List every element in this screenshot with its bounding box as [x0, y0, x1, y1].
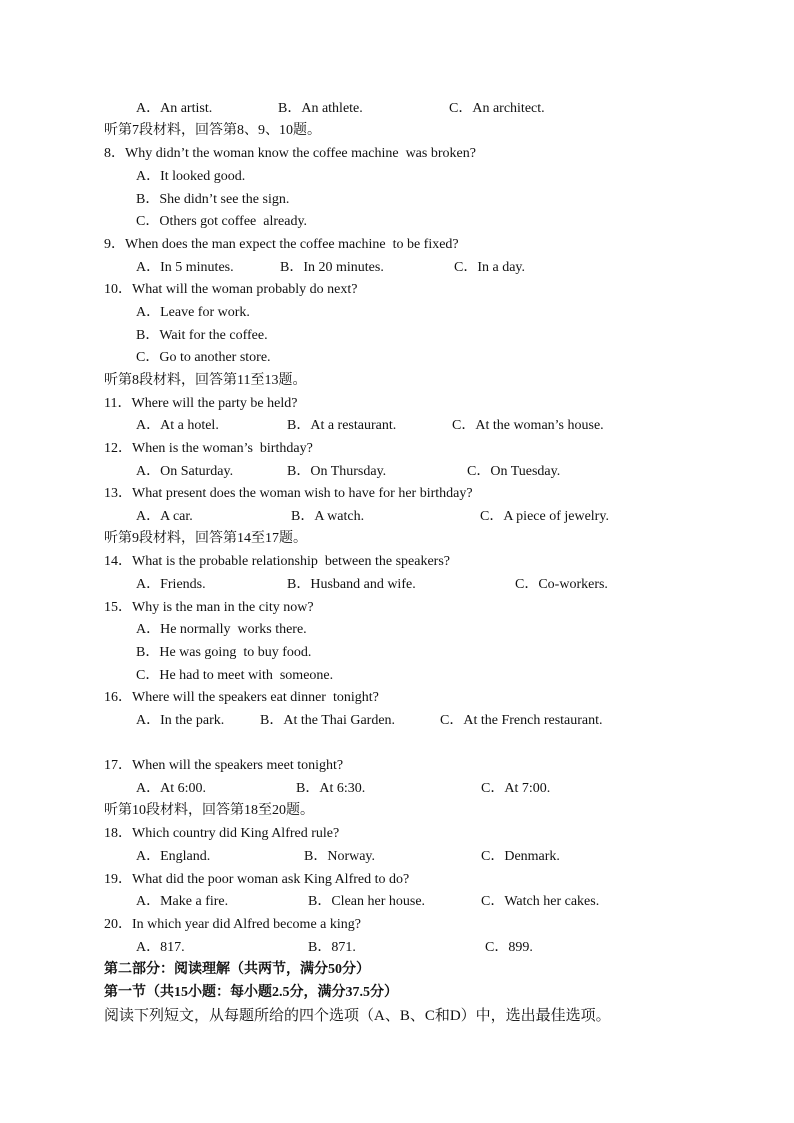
q18-option-a: A．England.: [136, 849, 211, 864]
q19-option-a: A．Make a fire.: [136, 894, 229, 909]
question-13: 13．What present does the woman wish to have for her birthday?: [104, 486, 473, 501]
q12-option-b: B．On Thursday.: [287, 464, 387, 479]
q18-option-c: C．Denmark.: [481, 849, 560, 864]
q14-option-a: A．Friends.: [136, 577, 206, 592]
q12-option-c: C．On Tuesday.: [467, 464, 561, 479]
q7-option-a: A．An artist.: [136, 101, 213, 116]
question-14: 14．What is the probable relationship between the speakers?: [104, 554, 450, 569]
q12-option-a: A．On Saturday.: [136, 464, 234, 479]
question-15: 15．Why is the man in the city now?: [104, 600, 314, 615]
section-header-7: 听第7段材料，回答第8、9、10题。: [104, 123, 321, 138]
reading-instructions: 阅读下列短文，从每题所给的四个选项（A、B、C和D）中，选出最佳选项。: [104, 1008, 611, 1024]
q17-option-a: A．At 6:00.: [136, 781, 206, 796]
section-one-heading: 第一节（共15小题：每小题2.5分，满分37.5分）: [104, 985, 398, 1000]
q19-option-b: B．Clean her house.: [308, 894, 426, 909]
q15-option-a: A．He normally works there.: [136, 622, 307, 637]
q7-option-c: C．An architect.: [449, 101, 545, 116]
q10-option-c: C．Go to another store.: [136, 350, 271, 365]
q10-option-a: A．Leave for work.: [136, 305, 250, 320]
q15-option-c: C．He had to meet with someone.: [136, 668, 334, 683]
q10-option-b: B．Wait for the coffee.: [136, 328, 268, 343]
q15-option-b: B．He was going to buy food.: [136, 645, 312, 660]
q17-option-b: B．At 6:30.: [296, 781, 366, 796]
q11-option-c: C．At the woman’s house.: [452, 418, 604, 433]
question-18: 18．Which country did King Alfred rule?: [104, 826, 340, 841]
section-header-9: 听第9段材料，回答第14至17题。: [104, 531, 307, 546]
q13-option-c: C．A piece of jewelry.: [480, 509, 609, 524]
question-19: 19．What did the poor woman ask King Alfred to do?: [104, 872, 410, 887]
q16-option-a: A．In the park.: [136, 713, 225, 728]
q8-option-b: B．She didn’t see the sign.: [136, 192, 290, 207]
q8-option-a: A．It looked good.: [136, 169, 246, 184]
q20-option-c: C．899.: [485, 940, 533, 955]
question-9: 9．When does the man expect the coffee machine to be fixed?: [104, 237, 459, 252]
q14-option-c: C．Co-workers.: [515, 577, 608, 592]
q20-option-b: B．871.: [308, 940, 356, 955]
question-17: 17．When will the speakers meet tonight?: [104, 758, 344, 773]
q7-option-b: B．An athlete.: [278, 101, 363, 116]
part-two-heading: 第二部分：阅读理解（共两节，满分50分）: [104, 962, 370, 977]
question-8: 8．Why didn’t the woman know the coffee machine was broken?: [104, 146, 476, 161]
q11-option-a: A．At a hotel.: [136, 418, 219, 433]
section-header-8: 听第8段材料，回答第11至13题。: [104, 373, 307, 388]
q9-option-b: B．In 20 minutes.: [280, 260, 384, 275]
q16-option-c: C．At the French restaurant.: [440, 713, 603, 728]
question-20: 20．In which year did Alfred become a king?: [104, 917, 361, 932]
q9-option-a: A．In 5 minutes.: [136, 260, 234, 275]
q8-option-c: C．Others got coffee already.: [136, 214, 308, 229]
q19-option-c: C．Watch her cakes.: [481, 894, 600, 909]
q9-option-c: C．In a day.: [454, 260, 526, 275]
q18-option-b: B．Norway.: [304, 849, 376, 864]
section-header-10: 听第10段材料，回答第18至20题。: [104, 803, 314, 818]
q13-option-b: B．A watch.: [291, 509, 365, 524]
q16-option-b: B．At the Thai Garden.: [260, 713, 396, 728]
q13-option-a: A．A car.: [136, 509, 193, 524]
q14-option-b: B．Husband and wife.: [287, 577, 416, 592]
question-11: 11．Where will the party be held?: [104, 396, 298, 411]
q20-option-a: A．817.: [136, 940, 185, 955]
question-12: 12．When is the woman’s birthday?: [104, 441, 313, 456]
question-10: 10．What will the woman probably do next?: [104, 282, 358, 297]
q17-option-c: C．At 7:00.: [481, 781, 551, 796]
question-16: 16．Where will the speakers eat dinner tonight?: [104, 690, 379, 705]
q11-option-b: B．At a restaurant.: [287, 418, 397, 433]
